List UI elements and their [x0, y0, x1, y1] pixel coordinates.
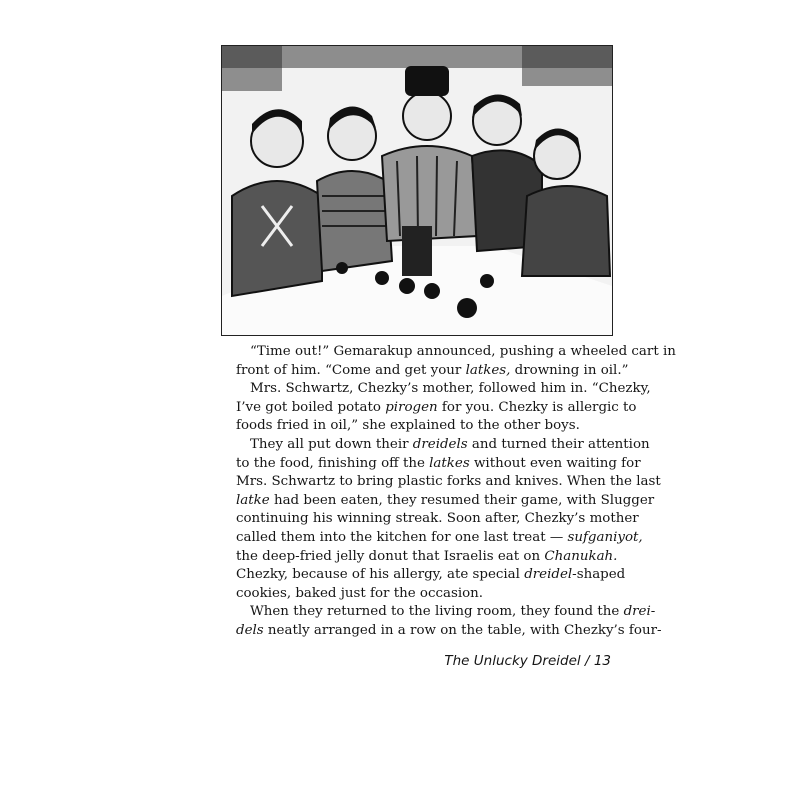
- paragraph-2: [222, 380, 651, 436]
- text-line: latke had been eaten, they resumed their game, with Slugger: [236, 492, 655, 508]
- text-line: When they returned to the living room, they found the drei-: [250, 604, 656, 620]
- paragraph-1: [222, 343, 676, 380]
- text-line: I’ve got boiled potato pirogen for you. Chezky is allergic to: [236, 399, 637, 415]
- text-line: foods fried in oil,” she explained to the other boys.: [236, 418, 580, 434]
- text-line: called them into the kitchen for one last treat — sufganiyot,: [236, 529, 643, 545]
- text-line: front of him. “Come and get your latkes, drowning in oil.”: [236, 362, 629, 378]
- text-line: Chezky, because of his allergy, ate special dreidel-shaped: [236, 567, 626, 583]
- page-body-text: [222, 343, 676, 641]
- text-line: They all put down their dreidels and turned their attention: [250, 436, 650, 452]
- page-number: 13: [593, 653, 611, 669]
- running-footer: [420, 653, 611, 669]
- footer-separator: /: [580, 653, 594, 669]
- text-line: continuing his winning streak. Soon after, Chezky’s mother: [236, 511, 639, 527]
- text-line: the deep-fried jelly donut that Israelis eat on Chanukah.: [236, 548, 618, 564]
- illustration-drawing: [222, 46, 612, 335]
- text-line: to the food, finishing off the latkes without even waiting for: [236, 455, 641, 471]
- paragraph-3: [222, 436, 661, 603]
- running-title: The Unlucky Dreidel: [444, 653, 581, 669]
- text-line: Mrs. Schwartz, Chezky’s mother, followed him in. “Chezky,: [250, 381, 651, 397]
- text-line: dels neatly arranged in a row on the table, with Chezky’s four-: [236, 622, 662, 638]
- illustration-boys-playing-dreidel: [221, 45, 613, 336]
- text-line: “Time out!” Gemarakup announced, pushing a wheeled cart in: [250, 344, 676, 359]
- text-line: Mrs. Schwartz to bring plastic forks and knives. When the last: [236, 474, 661, 490]
- text-line: cookies, baked just for the occasion.: [236, 585, 484, 601]
- paragraph-4: [222, 603, 662, 640]
